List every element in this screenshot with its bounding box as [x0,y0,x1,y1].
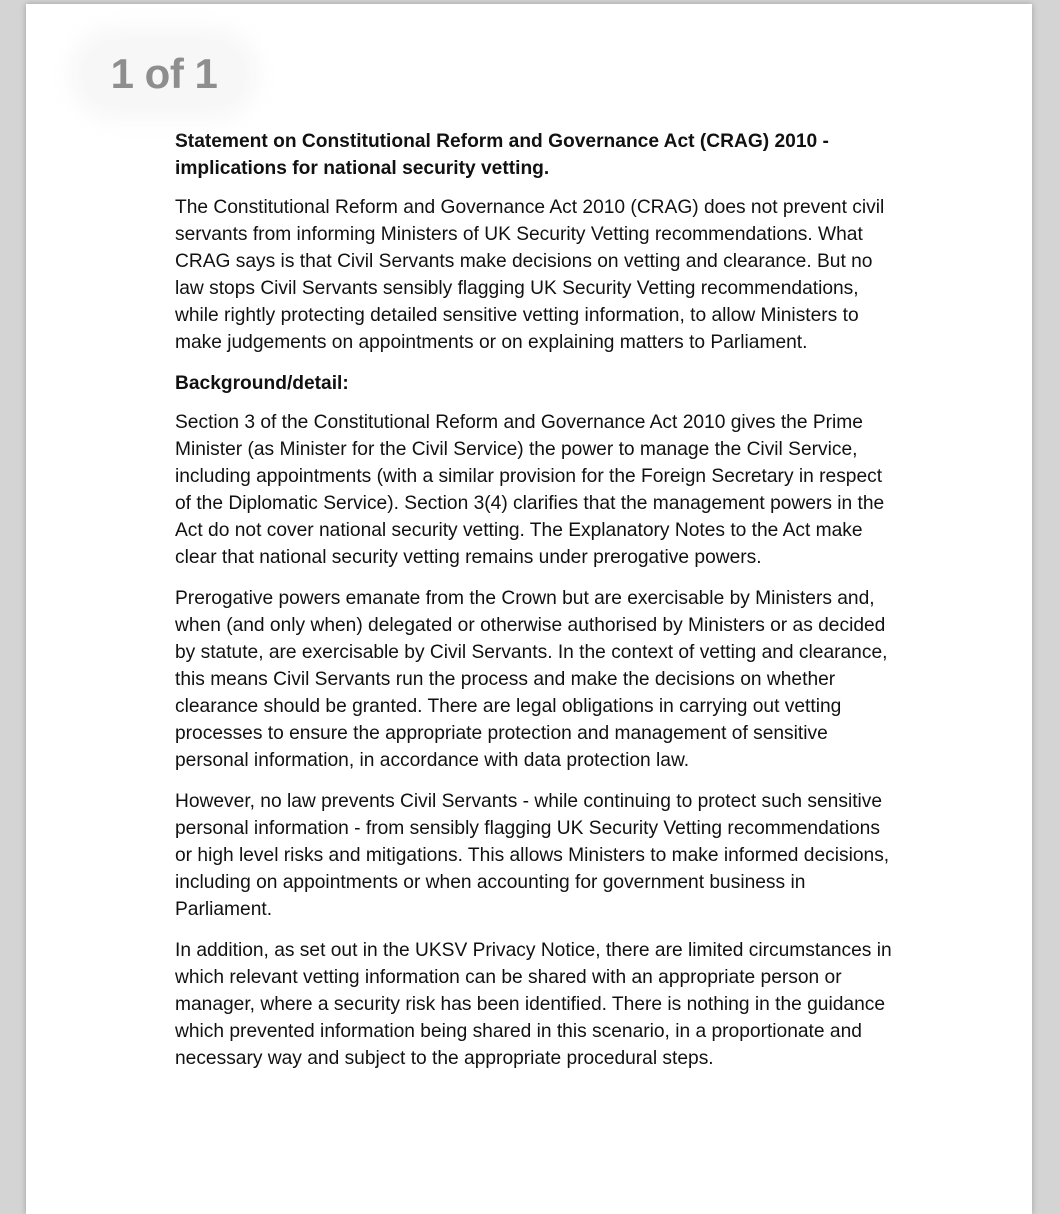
document-title [175,128,945,182]
text-line: personal information - from sensibly flagging UK Security Vetting recommendations [175,818,880,839]
title-line: Statement on Constitutional Reform and Governance Act (CRAG) 2010 - [175,131,829,152]
text-line: which prevented information being shared in this scenario, in a proportionate and [175,1021,862,1042]
text-line: clearance should be granted. There are legal obligations in carrying out vetting [175,696,842,717]
text-line: Minister (as Minister for the Civil Service) the power to manage the Civil Service, [175,439,858,460]
text-line: Section 3 of the Constitutional Reform and Governance Act 2010 gives the Prime [175,412,863,433]
text-line: Prerogative powers emanate from the Crown but are exercisable by Ministers and, [175,588,875,609]
section3-paragraph [175,409,945,571]
text-line: while rightly protecting detailed sensitive vetting information, to allow Ministers to [175,305,859,326]
addition-paragraph [175,937,945,1072]
text-line: In addition, as set out in the UKSV Privacy Notice, there are limited circumstances in [175,940,892,961]
text-line: including appointments (with a similar provision for the Foreign Secretary in respect [175,466,883,487]
text-line: processes to ensure the appropriate protection and management of sensitive [175,723,828,744]
text-line: when (and only when) delegated or otherwise authorised by Ministers or as decided [175,615,886,636]
document-page [26,4,1032,1214]
background-heading: Background/detail: [175,373,349,394]
title-line: implications for national security vetting. [175,158,550,179]
text-line: Act do not cover national security vetting. The Explanatory Notes to the Act make [175,520,863,541]
page-indicator-label: 1 of 1 [110,50,218,97]
text-line: servants from informing Ministers of UK Security Vetting recommendations. What [175,224,863,245]
document-content [175,128,945,1086]
text-line: CRAG says is that Civil Servants make decisions on vetting and clearance. But no [175,251,873,272]
text-line: make judgements on appointments or on explaining matters to Parliament. [175,332,808,353]
text-line: personal information, in accordance with data protection law. [175,750,690,771]
text-line: law stops Civil Servants sensibly flagging UK Security Vetting recommendations, [175,278,859,299]
text-line: manager, where a security risk has been identified. There is nothing in the guidance [175,994,886,1015]
text-line: The Constitutional Reform and Governance Act 2010 (CRAG) does not prevent civil [175,197,885,218]
however-paragraph [175,788,945,923]
prerogative-paragraph [175,585,945,774]
text-line: or high level risks and mitigations. This allows Ministers to make informed decisions, [175,845,890,866]
text-line: of the Diplomatic Service). Section 3(4) clarifies that the management powers in the [175,493,885,514]
text-line: clear that national security vetting remains under prerogative powers. [175,547,762,568]
text-line: by statute, are exercisable by Civil Servants. In the context of vetting and clearance, [175,642,888,663]
intro-paragraph [175,194,945,356]
text-line: this means Civil Servants run the process and make the decisions on whether [175,669,836,690]
text-line: including on appointments or when accounting for government business in [175,872,806,893]
text-line: Parliament. [175,899,273,920]
page-indicator [82,40,246,108]
text-line: which relevant vetting information can be shared with an appropriate person or [175,967,842,988]
text-line: However, no law prevents Civil Servants - while continuing to protect such sensitive [175,791,883,812]
text-line: necessary way and subject to the appropriate procedural steps. [175,1048,714,1069]
